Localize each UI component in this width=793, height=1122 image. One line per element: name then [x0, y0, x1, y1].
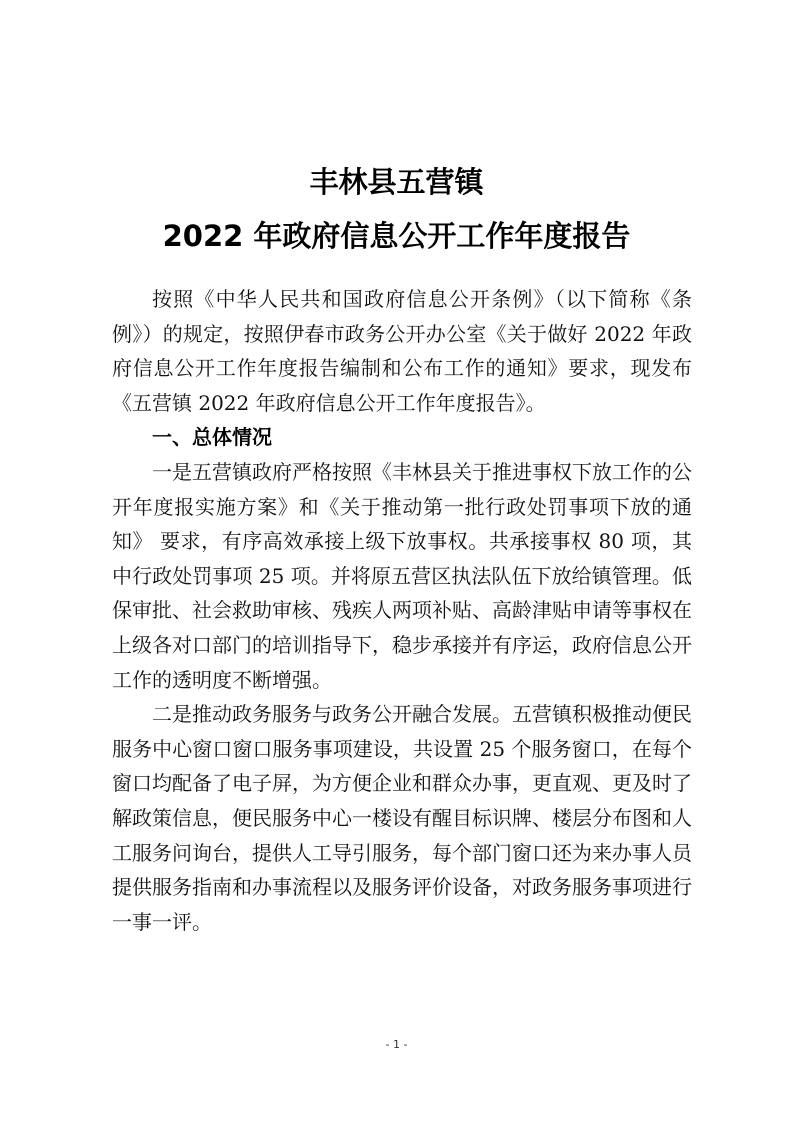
document-body	[112, 282, 692, 939]
title-line-1: 丰林县五营镇	[309, 165, 484, 199]
overview-paragraph-2: 二是推动政务服务与政务公开融合发展。五营镇积极推动便民服务中心窗口窗口服务事项建设，共设置 25 个服务窗口，在每个窗口均配备了电子屏，为方便企业和群众办事，更直观、更及时了解政策信息，便民服务中心一楼设有醒目标识牌、楼层分布图和人工服务问询台，提供人工导引服务，每个部门窗口还为来办事人员提供服务指南和办事流程以及服务评价设备，对政务服务事项进行一事一评。	[112, 702, 692, 934]
overview-paragraph-1: 一是五营镇政府严格按照《丰林县关于推进事权下放工作的公开年度报实施方案》和《关于推动第一批行政处罚事项下放的通知》 要求，有序高效承接上级下放事权。共承接事权 80 项，其中行政处罚事项 25 项。并将原五营区执法队伍下放给镇管理。低保审批、社会救助审核、残疾人两项补贴、高龄津贴申请等事权在上级各对口部门的培训指导下，稳步承接并有序运，政府信息公开工作的透明度不断增强。	[112, 459, 692, 692]
document-title	[0, 155, 793, 263]
section-heading-overview: 一、总体情况	[152, 425, 272, 450]
intro-paragraph: 按照《中华人民共和国政府信息公开条例》（以下简称《条例》）的规定，按照伊春市政务公开办公室《关于做好 2022 年政府信息公开工作年度报告编制和公布工作的通知》要求，现发布《五营镇 2022 年政府信息公开工作年度报告》。	[112, 287, 692, 415]
title-line-2: 2022 年政府信息公开工作年度报告	[162, 219, 631, 253]
page-number: - 1 -	[385, 1038, 408, 1051]
